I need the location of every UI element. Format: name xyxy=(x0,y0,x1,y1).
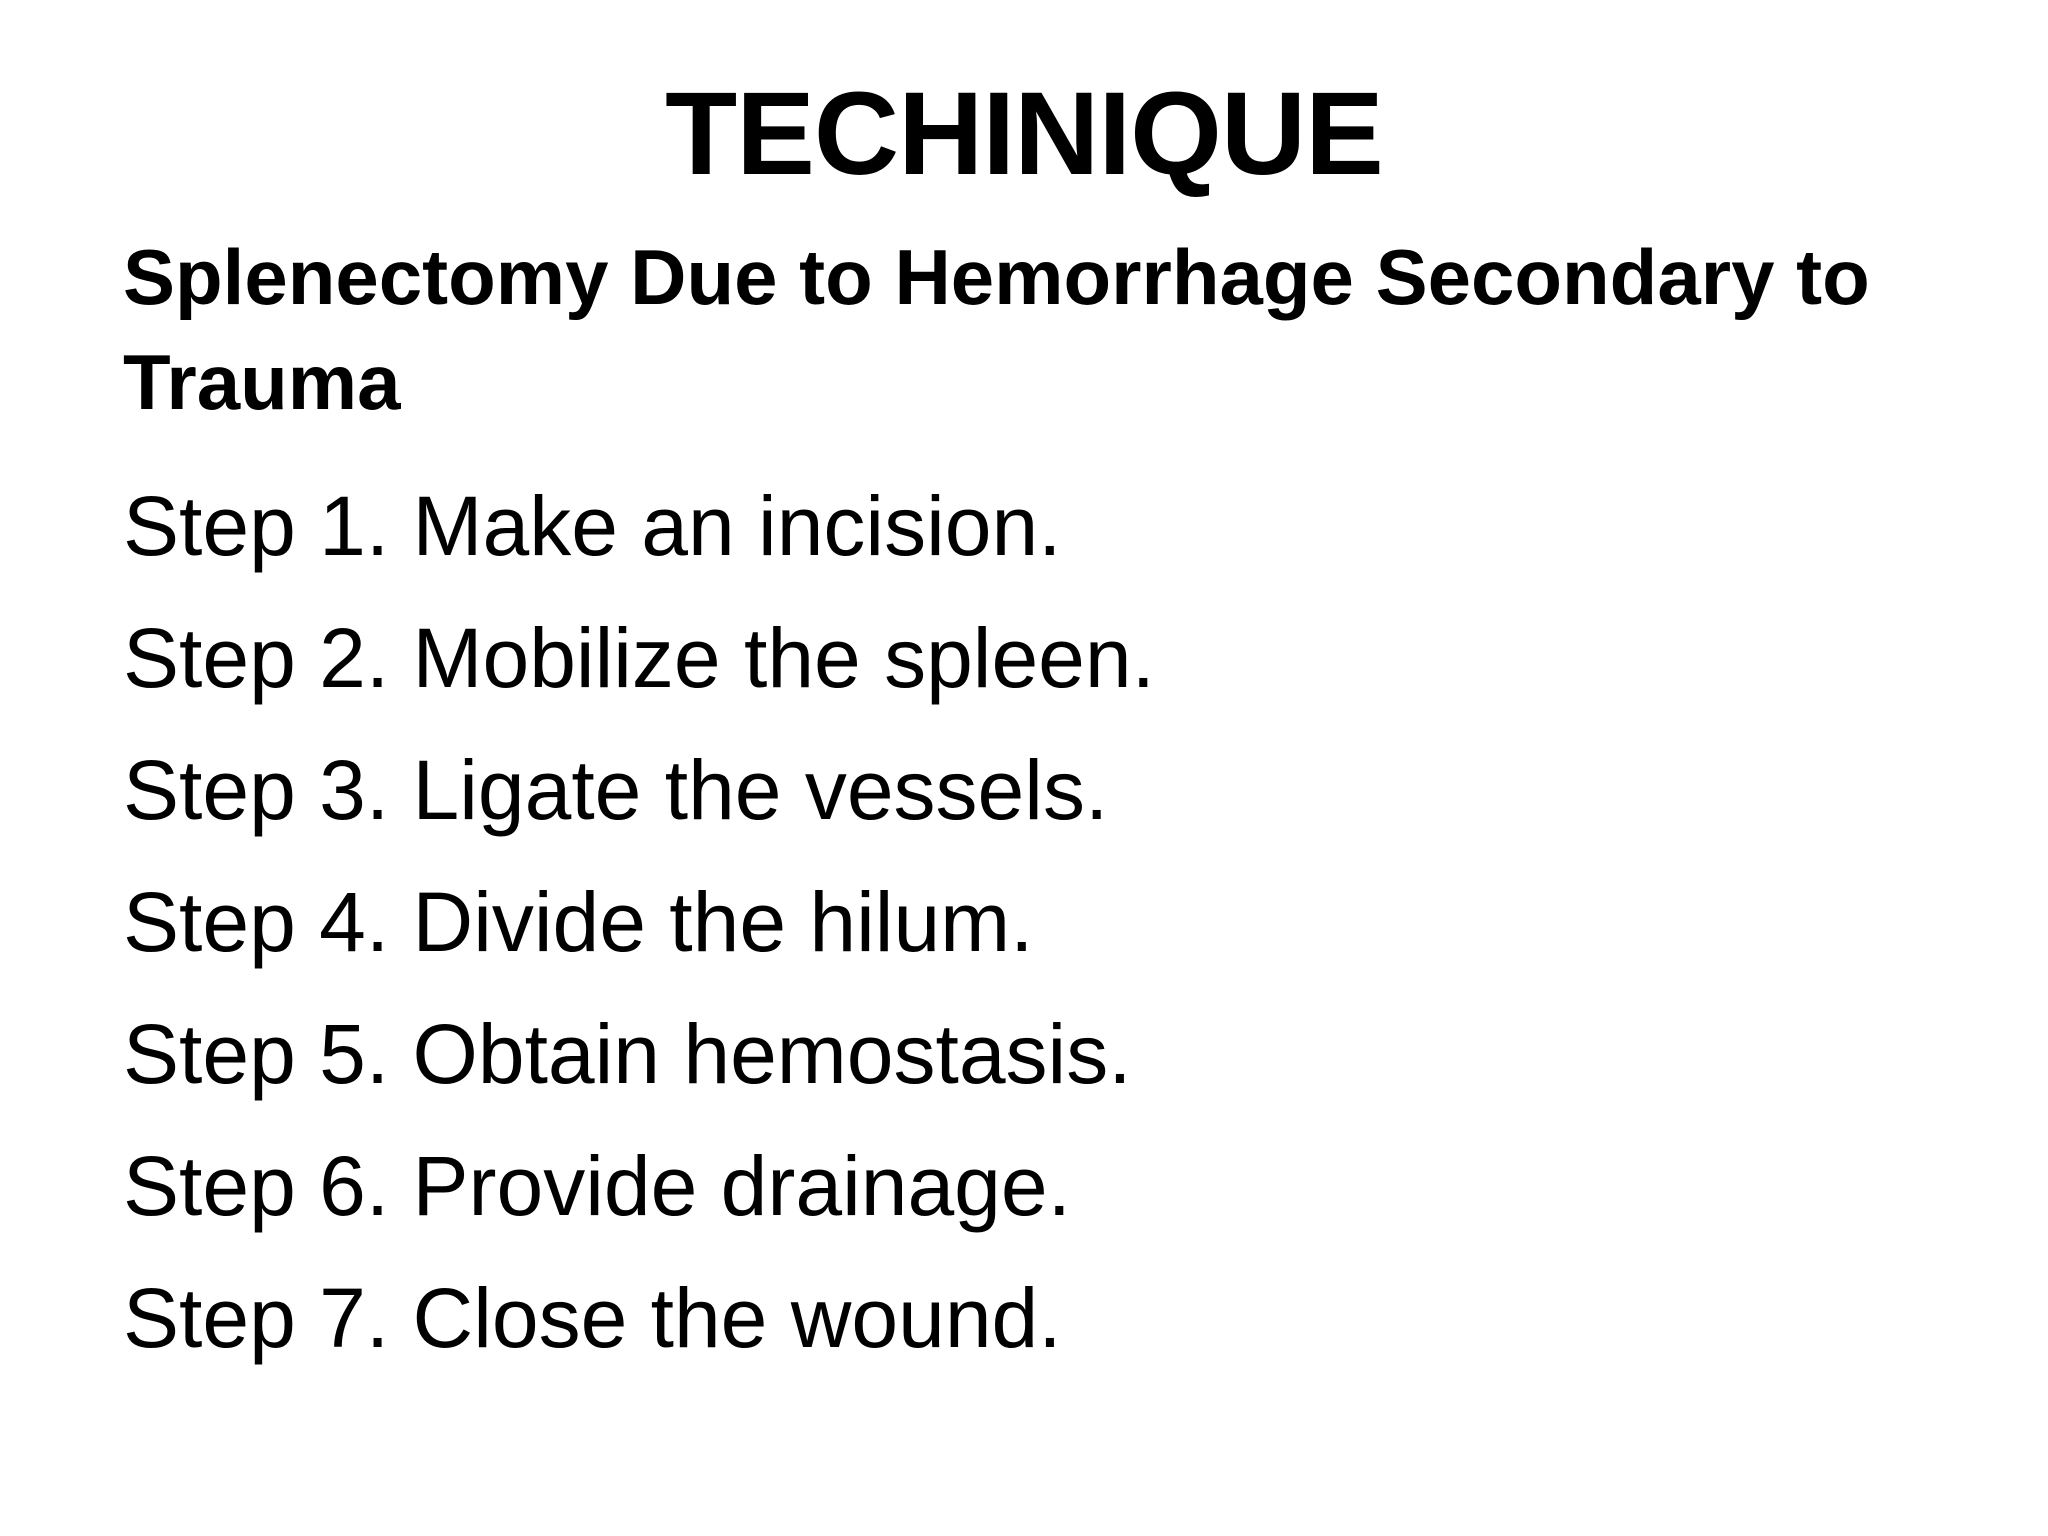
step-item: Step 6. Provide drainage. xyxy=(123,1139,1071,1233)
step-item: Step 3. Ligate the vessels. xyxy=(123,743,1109,837)
step-item: Step 5. Obtain hemostasis. xyxy=(123,1007,1132,1101)
slide-subtitle: Splenectomy Due to Hemorrhage Secondary to Trauma xyxy=(123,233,1870,426)
step-list xyxy=(123,460,1943,1384)
step-item: Step 7. Close the wound. xyxy=(123,1271,1062,1365)
slide-title: TECHINIQUE xyxy=(665,68,1383,200)
step-item: Step 4. Divide the hilum. xyxy=(123,875,1034,969)
slide-body xyxy=(123,225,1943,1384)
step-item: Step 2. Mobilize the spleen. xyxy=(123,611,1155,705)
step-item: Step 1. Make an incision. xyxy=(123,479,1062,573)
